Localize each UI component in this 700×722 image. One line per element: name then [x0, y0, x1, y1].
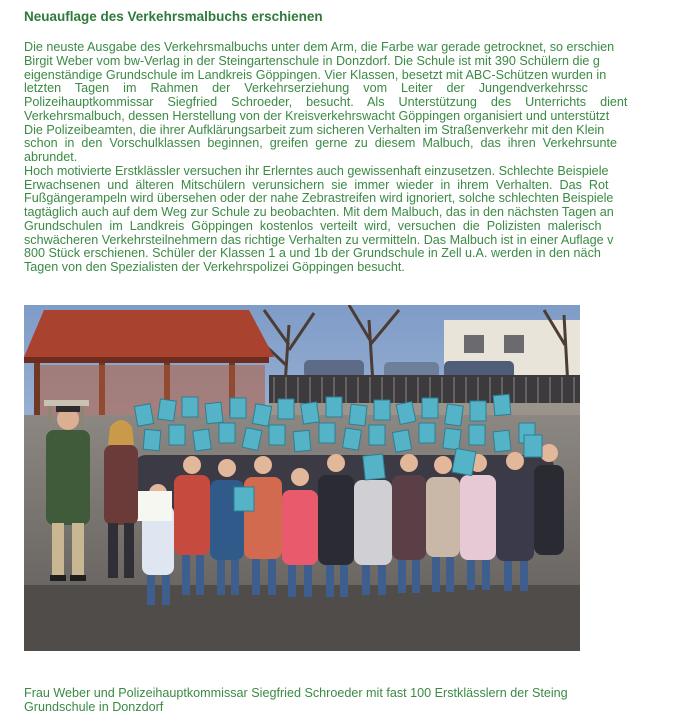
- photo-caption: [24, 686, 568, 714]
- body-line: tagtäglich auch auf dem Weg zur Schule zu beobachten. Mit dem Malbuch, das in den nächsten Tagen an: [24, 205, 614, 219]
- article-headline: Neuauflage des Verkehrsmalbuchs erschienen: [24, 9, 323, 24]
- body-line: Tagen von den Spezialisten der Verkehrspolizei Göppingen besucht.: [24, 260, 405, 274]
- body-line: Hoch motivierte Erstklässler versuchen ihr Erlerntes auch gewissenhaft einzusetzen. Schlechte Beispiele: [24, 163, 609, 178]
- body-line: schon in den Vorschulklassen beginnen, greifen gerne zu diesem Malbuch, das ihren Verkehrsunte: [24, 136, 617, 151]
- body-line: schwächeren Verkehrsteilnehmern das richtige Verhalten zu vermitteln. Das Malbuch ist in einer Auflage v: [24, 232, 614, 247]
- article-body: [24, 41, 700, 275]
- body-line: eigenständige Grundschule im Landkreis Göppingen. Vier Klassen, besetzt mit ABC-Schützen wurden in: [24, 67, 607, 82]
- body-line: Polizeihauptkommissar Siegfried Schroeder, besucht. Als Unterstützung des Unterrichts dient: [24, 95, 628, 109]
- caption-line: Grundschule in Donzdorf: [24, 700, 164, 714]
- body-line: abrundet.: [24, 150, 78, 164]
- body-line: Grundschulen im Landkreis Göppingen kostenlos verteilt wird, versuchen die Polizisten malerisch: [24, 218, 602, 233]
- body-line: Verkehrsmalbuch, dessen Herstellung von der Kreisverkehrswacht Göppingen organisiert und unterstützt: [24, 108, 610, 123]
- body-line: Birgit Weber vom bw-Verlag in der Steingartenschule in Donzdorf. Die Schule ist mit 390 Schülern die g: [24, 53, 600, 68]
- body-line: Die neuste Ausgabe des Verkehrsmalbuchs unter dem Arm, die Farbe war gerade getrocknet, so erschien: [24, 40, 615, 54]
- body-line: Fußgängerampeln wird übersehen oder der nahe Zebrastreifen wird ignoriert, solche schlechten Beispiele: [24, 191, 614, 206]
- group-photo-illustration: [24, 305, 580, 651]
- body-line: letzten Tagen im Rahmen der Verkehrserziehung vom Leiter der Jungendverkehrssc: [24, 81, 588, 96]
- body-line: Erwachsenen und älteren Mitschülern verunsichern sie immer wieder in ihrem Verhalten. Das Rot: [24, 177, 609, 192]
- body-line: Die Polizeibeamten, die ihrer Aufklärungsarbeit zum sicheren Verhalten im Straßenverkehr mit den Klein: [24, 122, 605, 137]
- body-line: 800 Stück erschienen. Schüler der Klassen 1 a und 1b der Grundschule in Zell u.A. werden in den näch: [24, 246, 601, 261]
- group-photo: [24, 305, 580, 651]
- caption-line: Frau Weber und Polizeihauptkommissar Siegfried Schroeder mit fast 100 Erstklässlern der Steing: [24, 686, 568, 700]
